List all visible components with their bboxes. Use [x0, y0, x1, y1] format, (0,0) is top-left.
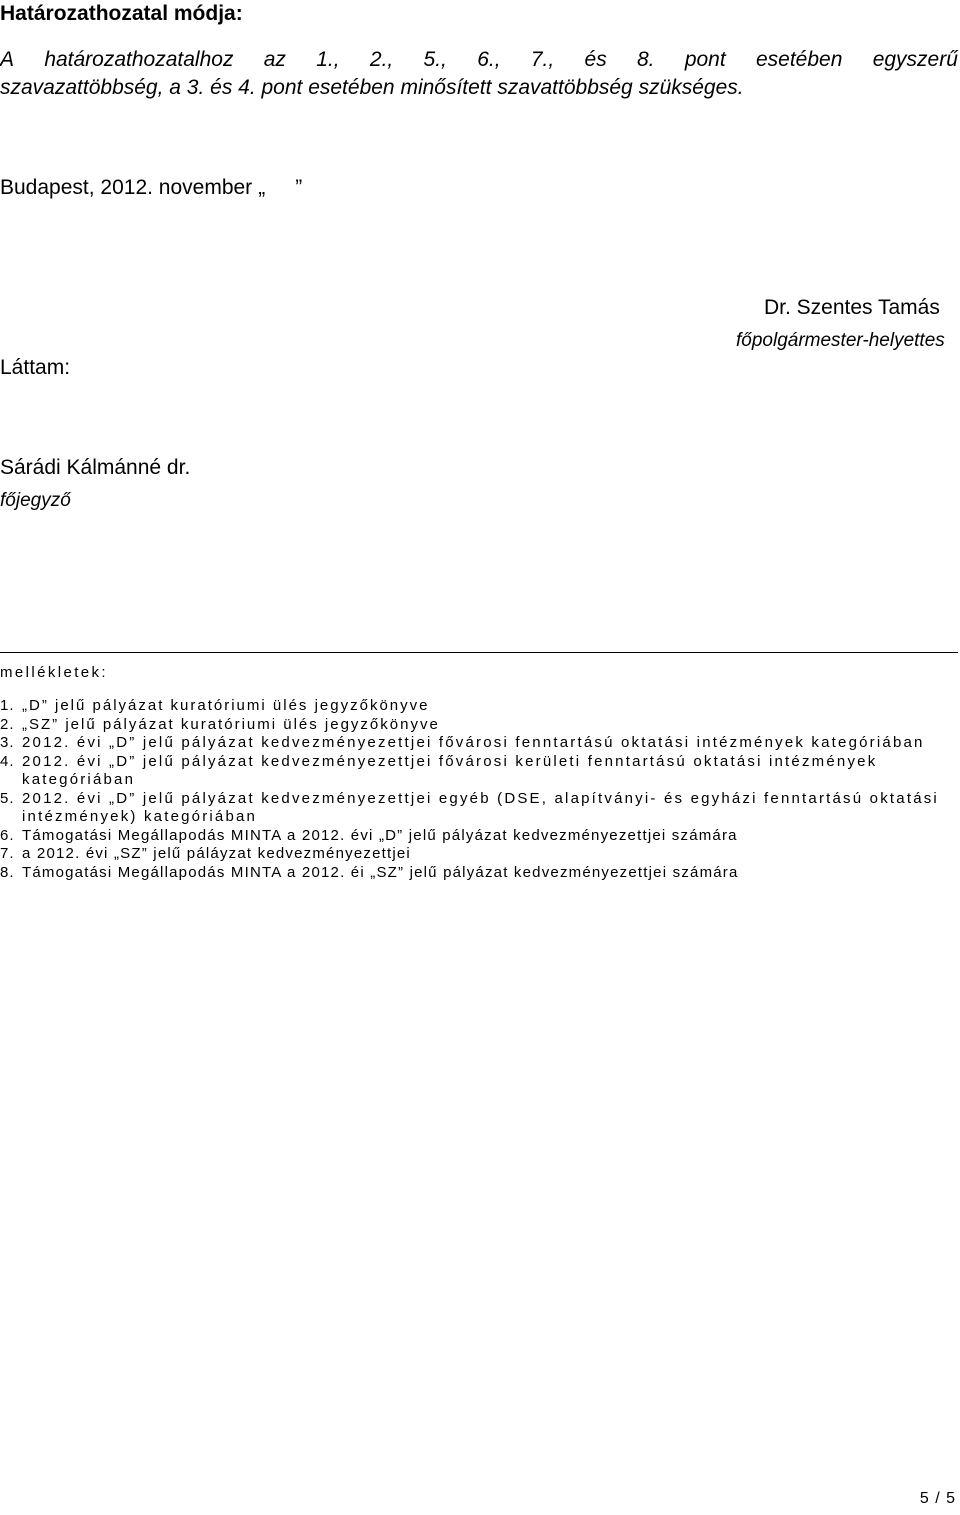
attachments-title: mellékletek:	[0, 664, 108, 681]
attachment-text: 2012. évi „D” jelű pályázat kedvezményezettjei egyéb (DSE, alapítványi- és egyházi fenntartású oktatási intézmények) kategóriában	[22, 789, 939, 825]
attachment-number: 5.	[0, 789, 15, 807]
attachment-text: a 2012. évi „SZ” jelű páláyzat kedvezményezettjei	[22, 845, 411, 862]
signer-name: Dr. Szentes Tamás	[764, 296, 940, 319]
place-date	[0, 176, 302, 200]
place-date-text: Budapest, 2012. november	[0, 176, 253, 199]
clerk-name: Sárádi Kálmánné dr.	[0, 456, 191, 479]
attachment-item	[0, 790, 958, 827]
paragraph-word: határozathozatalhoz	[44, 48, 234, 71]
attachment-item	[0, 734, 958, 753]
attachment-number: 1.	[0, 697, 15, 714]
signer-role: főpolgármester-helyettes	[736, 330, 945, 351]
attachment-item	[0, 845, 958, 864]
attachment-number: 2.	[0, 715, 15, 733]
attachments-list	[0, 697, 958, 882]
attachment-number: 6.	[0, 826, 15, 844]
paragraph-word: az	[263, 48, 286, 71]
seen-label: Láttam:	[0, 356, 71, 379]
attachment-item	[0, 716, 958, 735]
attachment-item	[0, 827, 958, 846]
paragraph-word: 7.,	[530, 48, 555, 71]
attachment-text: „D” jelű pályázat kuratóriumi ülés jegyzőkönyve	[22, 697, 430, 714]
attachment-text: 2012. évi „D” jelű pályázat kedvezményezettjei fővárosi kerületi fenntartású oktatási intézmények kategóriában	[22, 752, 878, 788]
page-number: 5 / 5	[919, 1490, 956, 1507]
attachment-text: „SZ” jelű pályázat kuratóriumi ülés jegyzőkönyve	[22, 715, 440, 733]
attachment-text: Támogatási Megállapodás MINTA a 2012. évi „D” jelű pályázat kedvezményezettjei számára	[22, 826, 738, 844]
open-quote: „	[258, 176, 266, 199]
clerk-role: főjegyző	[0, 490, 71, 511]
paragraph-word: egyszerű	[872, 48, 958, 71]
attachment-number: 8.	[0, 863, 15, 881]
paragraph-word: 2.,	[369, 48, 394, 71]
attachment-number: 7.	[0, 845, 15, 862]
paragraph-word: 6.,	[477, 48, 501, 71]
attachment-number: 3.	[0, 734, 15, 751]
paragraph-word: és	[584, 48, 607, 71]
paragraph-line-2: szavazattöbbség, a 3. és 4. pont esetében minősített szavattöbbség szükséges.	[0, 76, 744, 99]
paragraph-word: pont	[684, 48, 726, 71]
divider	[0, 652, 958, 653]
attachment-item	[0, 753, 958, 790]
paragraph-word: A	[0, 48, 15, 71]
attachment-item	[0, 697, 958, 716]
paragraph-word: 8.	[637, 48, 655, 71]
section-heading: Határozathozatal módja:	[0, 2, 243, 25]
attachment-text: Támogatási Megállapodás MINTA a 2012. éi „SZ” jelű pályázat kedvezményezettjei számára	[22, 863, 739, 881]
paragraph-word: 1.,	[316, 48, 340, 71]
paragraph-word: esetében	[755, 48, 843, 71]
attachment-item	[0, 864, 958, 883]
attachment-number: 4.	[0, 752, 15, 770]
paragraph-line-1	[0, 46, 958, 74]
paragraph-word: 5.,	[423, 48, 447, 71]
attachment-text: 2012. évi „D” jelű pályázat kedvezményezettjei fővárosi fenntartású oktatási intézmények kategóriában	[22, 734, 925, 751]
decision-paragraph	[0, 46, 958, 102]
close-quote: ”	[295, 176, 303, 199]
